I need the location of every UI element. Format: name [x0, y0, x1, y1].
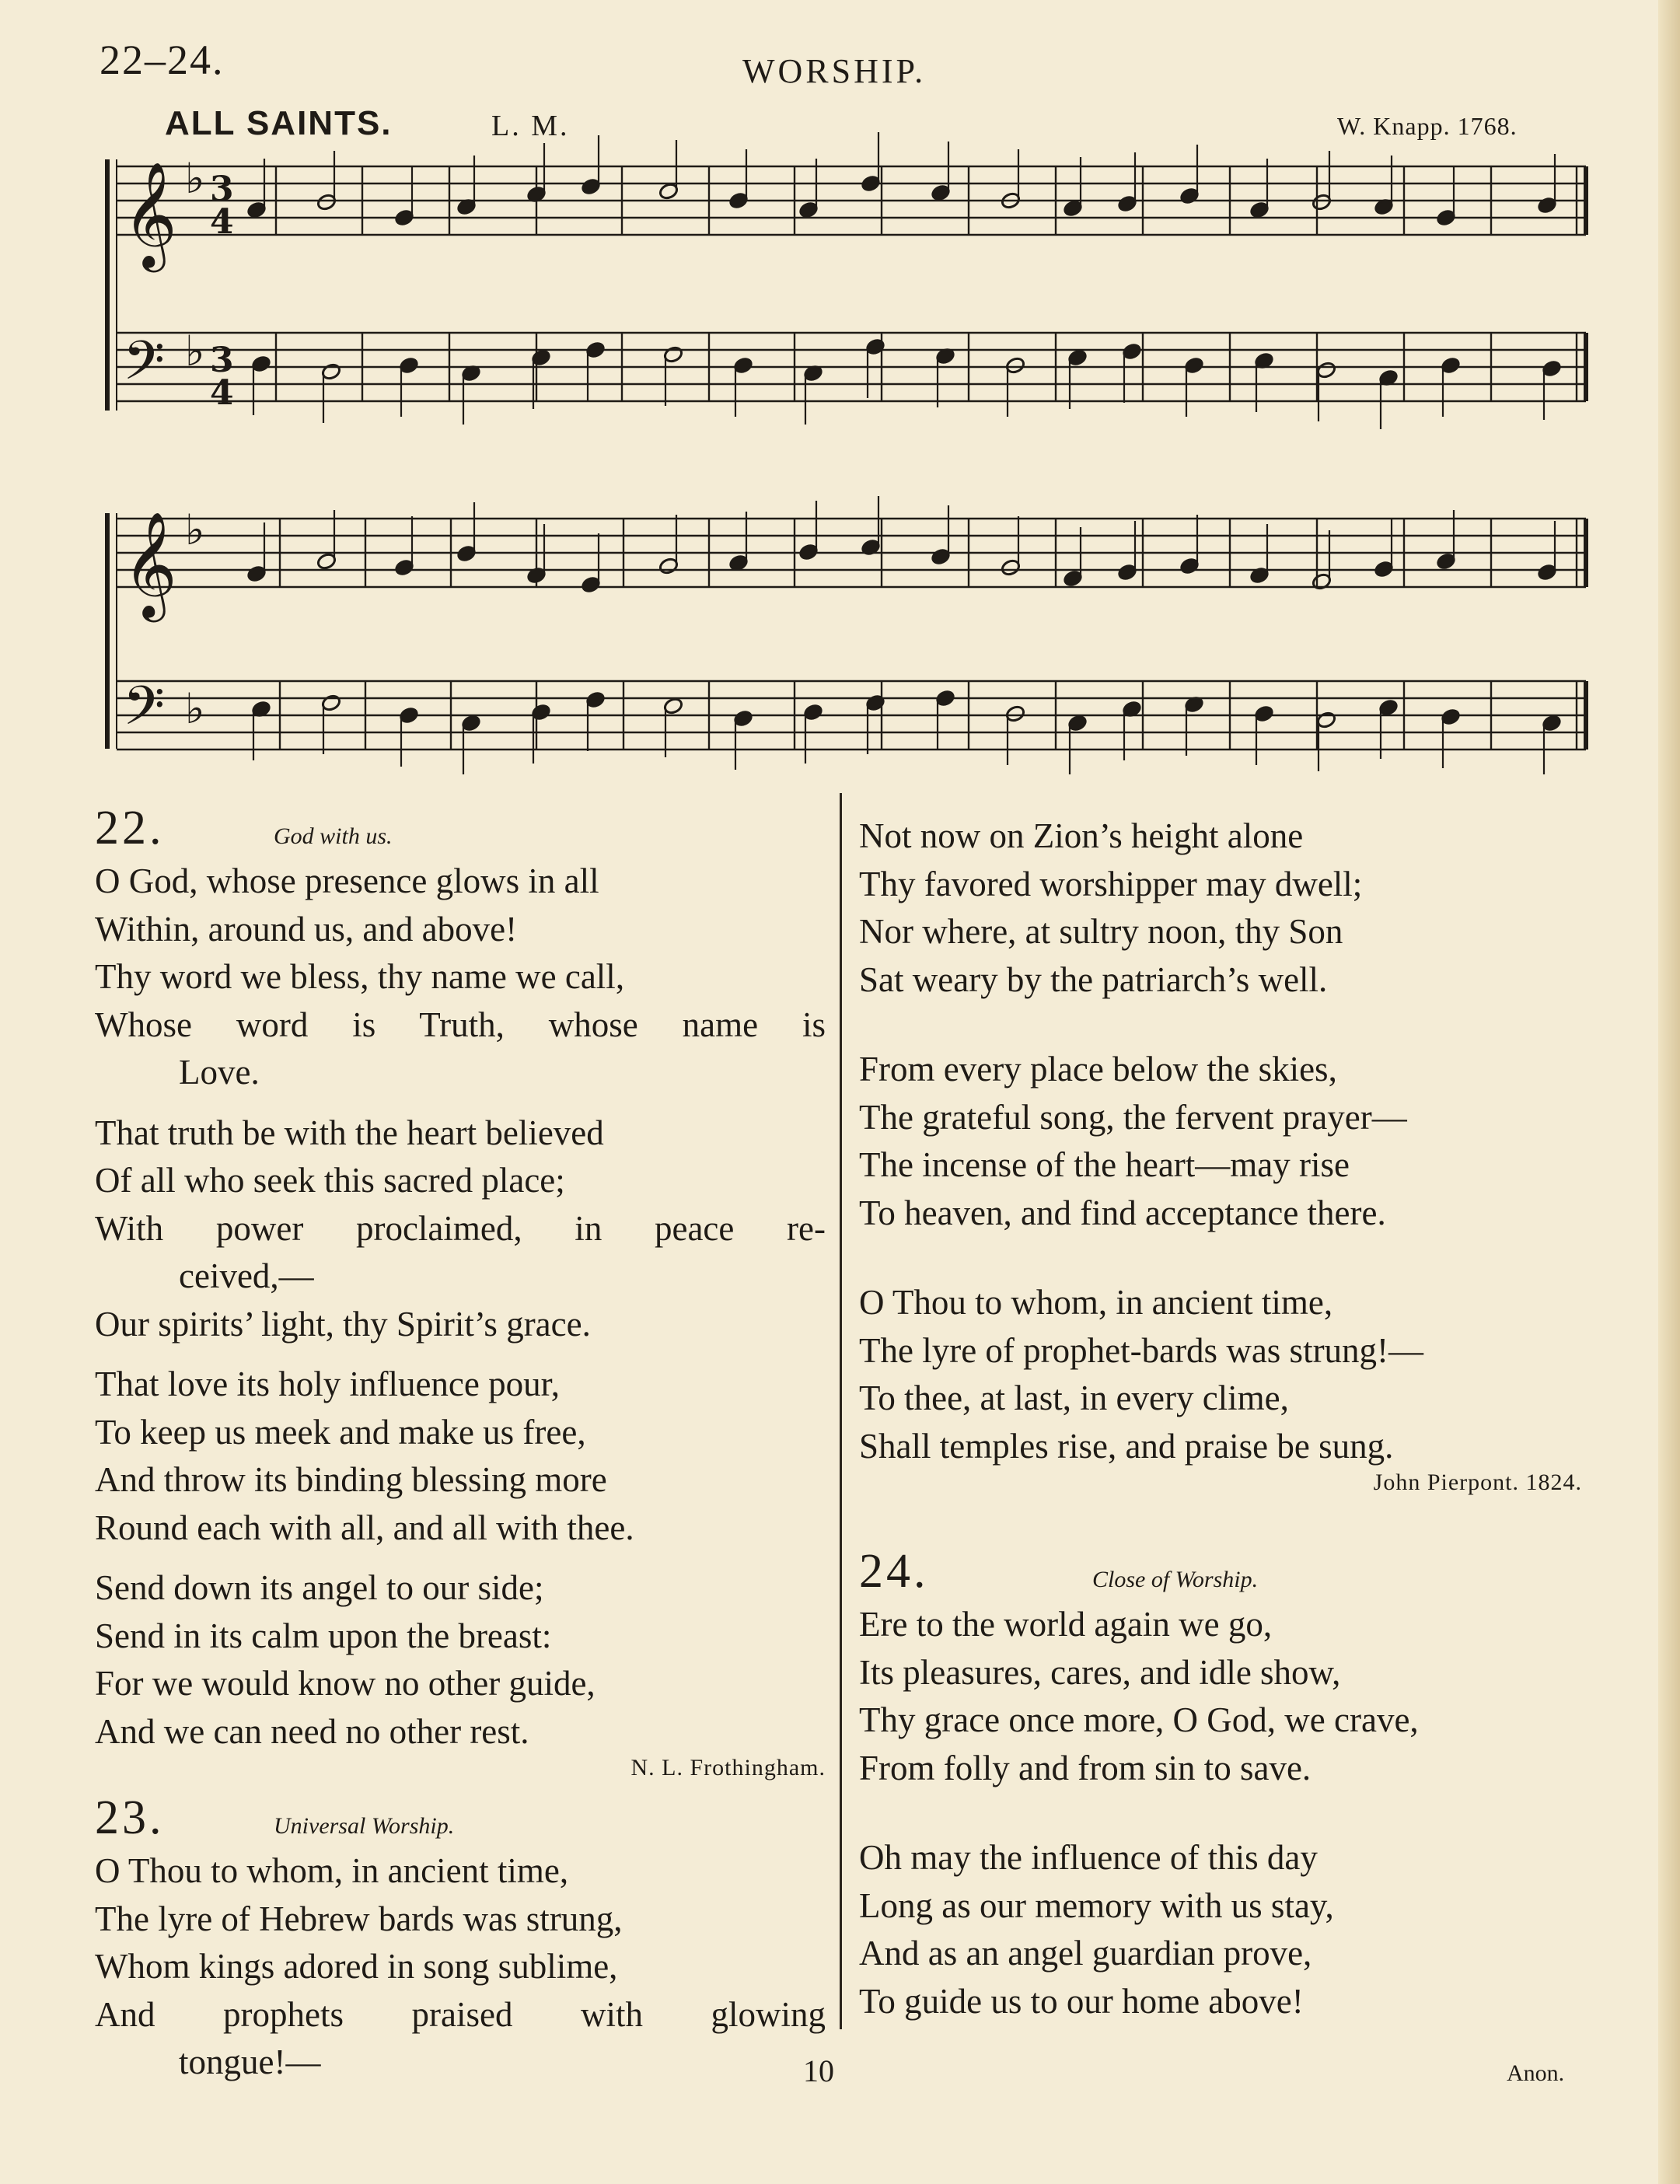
verse-line: Thy word we bless, thy name we call, — [95, 957, 625, 996]
verse-line: From folly and from sin to save. — [859, 1748, 1312, 1787]
hymn-22-heading — [95, 802, 826, 858]
stanza — [95, 1361, 826, 1552]
hymn-23-heading — [95, 1791, 826, 1847]
right-column — [859, 812, 1582, 2025]
verse-line: With power proclaimed, in peace re- — [95, 1208, 826, 1248]
tune-meter: L. M. — [491, 110, 570, 142]
flat-icon: ♭ — [185, 154, 205, 203]
hymn-subtitle: Close of Worship. — [1092, 1567, 1259, 1592]
author-credit: N. L. Frothingham. — [630, 1755, 826, 1780]
time-signature: 3 — [210, 341, 234, 380]
flat-icon: ♭ — [185, 505, 205, 554]
music-score — [0, 0, 1680, 778]
stanza — [859, 1601, 1582, 1792]
treble-clef-icon: 𝄞 — [123, 160, 177, 267]
column-divider — [840, 793, 842, 2029]
flat-icon: ♭ — [185, 327, 205, 376]
hymn-range: 22–24. — [100, 37, 225, 83]
verse-line: And throw its binding blessing more — [95, 1460, 607, 1499]
verse-line: Our spirits’ light, thy Spirit’s grace. — [95, 1304, 591, 1344]
left-column — [95, 802, 826, 2099]
verse-line: Send in its calm upon the breast: — [95, 1616, 552, 1655]
verse-line: Not now on Zion’s height alone — [859, 816, 1304, 855]
verse-line: The lyre of Hebrew bards was strung, — [95, 1899, 623, 1938]
verse-line: To keep us meek and make us free, — [95, 1412, 586, 1452]
stanza — [95, 1564, 826, 1756]
stanza — [95, 1847, 826, 2087]
hymn-subtitle: Universal Worship. — [274, 1813, 455, 1839]
verse-line: Within, around us, and above! — [95, 909, 518, 949]
verse-line: O Thou to whom, in ancient time, — [859, 1283, 1333, 1322]
treble-staff-2 — [117, 519, 1586, 587]
verse-line: Nor where, at sultry noon, thy Son — [859, 912, 1343, 951]
treble-clef-icon: 𝄞 — [123, 510, 177, 617]
author-credit: Anon. — [1507, 2060, 1565, 2086]
stanza — [859, 1279, 1582, 1470]
verse-line: And we can need no other rest. — [95, 1711, 529, 1751]
hymn-number: 23. — [95, 1791, 165, 1844]
composer-credit: W. Knapp. 1768. — [1337, 112, 1518, 140]
hymn-number: 22. — [95, 802, 165, 854]
time-signature: 4 — [210, 373, 234, 413]
verse-line: Whose word is Truth, whose name is — [95, 1005, 826, 1044]
stanza — [859, 1046, 1582, 1237]
treble-staff-1 — [117, 166, 1586, 235]
verse-line: Round each with all, and all with thee. — [95, 1508, 634, 1547]
verse-line: ceived,— — [179, 1256, 314, 1295]
verse-line: Of all who seek this sacred place; — [95, 1161, 565, 1200]
verse-line: That love its holy influence pour, — [95, 1365, 561, 1403]
verse-line: Send down its angel to our side; — [95, 1568, 544, 1607]
flat-icon: ♭ — [185, 684, 205, 733]
section-title: WORSHIP. — [742, 52, 927, 90]
verse-line: From every place below the skies, — [859, 1050, 1337, 1089]
hymn-24-heading — [859, 1545, 1582, 1601]
hymn-number: 24. — [859, 1545, 929, 1598]
bass-staff-2 — [117, 681, 1586, 750]
bass-clef-icon: 𝄢 — [123, 329, 166, 405]
time-signature: 4 — [210, 202, 234, 242]
verse-line: Whom kings adored in song sublime, — [95, 1947, 618, 1986]
tune-name: ALL SAINTS. — [165, 104, 393, 142]
stanza — [859, 812, 1582, 1004]
hymn-subtitle: God with us. — [274, 823, 393, 849]
verse-line: For we would know no other guide, — [95, 1664, 596, 1703]
music-notes — [246, 132, 1563, 774]
verse-line: To guide us to our home above! — [859, 1981, 1304, 2021]
verse-line: Thy grace once more, O God, we crave, — [859, 1700, 1419, 1739]
verse-line: Ere to the world again we go, — [859, 1605, 1273, 1644]
music-system-1 — [107, 159, 1586, 411]
verse-line: Love. — [179, 1053, 260, 1092]
verse-line: To heaven, and find acceptance there. — [859, 1193, 1386, 1232]
music-system-2 — [107, 513, 1586, 750]
verse-line: Oh may the influence of this day — [859, 1838, 1318, 1877]
verse-line: Thy favored worshipper may dwell; — [859, 864, 1363, 903]
stanza — [859, 1834, 1582, 2025]
bass-clef-icon: 𝄢 — [123, 674, 166, 750]
verse-line: O Thou to whom, in ancient time, — [95, 1851, 569, 1890]
stanza — [95, 1109, 826, 1349]
verse-line: Long as our memory with us stay, — [859, 1885, 1334, 1925]
verse-line: To thee, at last, in every clime, — [859, 1379, 1289, 1417]
verse-line: Its pleasures, cares, and idle show, — [859, 1652, 1341, 1692]
stanza — [95, 858, 826, 1097]
verse-line: The grateful song, the fervent prayer— — [859, 1097, 1407, 1137]
verse-line: And as an angel guardian prove, — [859, 1934, 1312, 1973]
time-signature: 3 — [210, 169, 234, 209]
verse-line: O God, whose presence glows in all — [95, 861, 599, 900]
verse-line: That truth be with the heart believed — [95, 1113, 604, 1152]
author-credit: John Pierpont. 1824. — [1373, 1469, 1582, 1495]
verse-line: Sat weary by the patriarch’s well. — [859, 959, 1328, 999]
verse-line: tongue!— — [179, 2042, 321, 2081]
verse-line: The incense of the heart—may rise — [859, 1145, 1350, 1184]
verse-line: The lyre of prophet-bards was strung!— — [859, 1330, 1424, 1370]
verse-line: Shall temples rise, and praise be sung. — [859, 1426, 1394, 1466]
verse-line: And prophets praised with glowing — [95, 1994, 826, 2034]
page-number: 10 — [803, 2053, 834, 2088]
